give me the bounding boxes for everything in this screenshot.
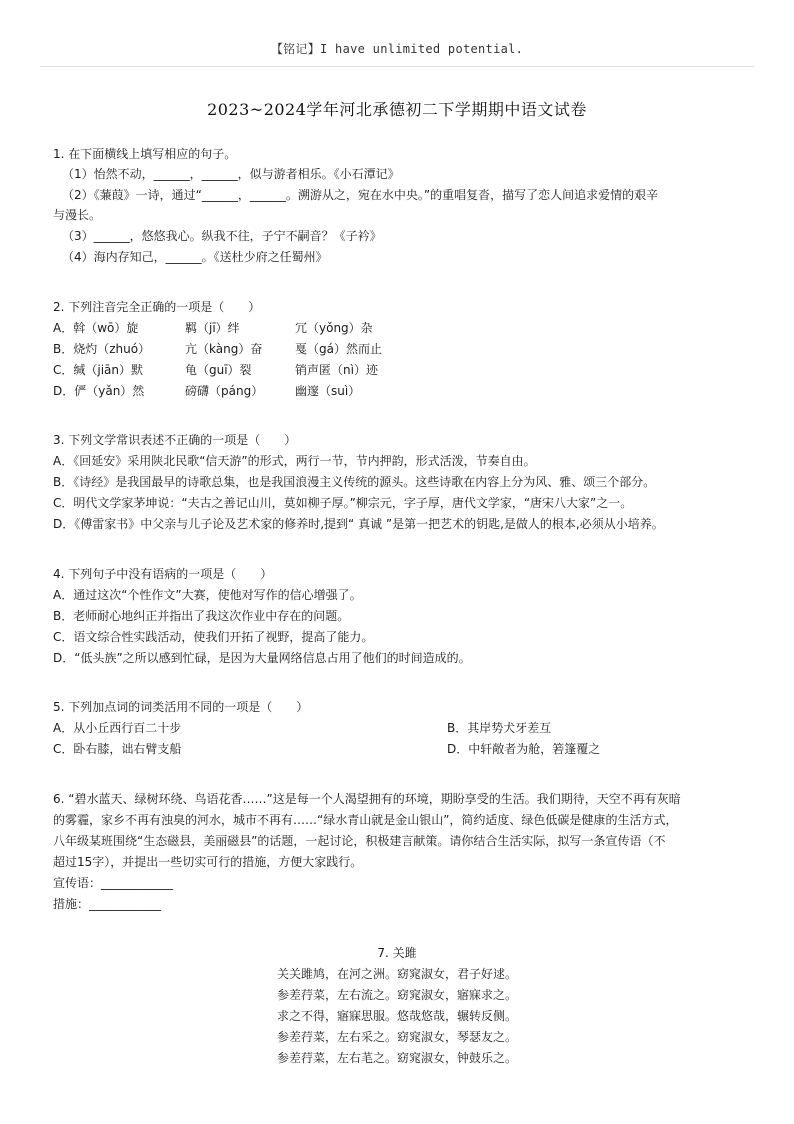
q6-line-2: 的雾霾，家乡不再有浊臭的河水，城市不再有……“绿水青山就是金山银山”，简约适度、绿色低碳是健康的生活方式， bbox=[53, 813, 678, 827]
q2-option-a bbox=[53, 318, 753, 338]
q2-c-word-3: 销声匿（nì）迹 bbox=[295, 363, 378, 377]
q7-poem-line: 参差荇菜，左右采之。窈窕淑女，琴瑟友之。 bbox=[276, 1030, 517, 1044]
q5-option-b: B．其岸势犬牙差互 bbox=[447, 721, 552, 735]
q5-options-row-1 bbox=[53, 718, 753, 738]
q7-poem-line: 求之不得，寤寐思服。悠哉悠哉，辗转反侧。 bbox=[276, 1009, 517, 1023]
q6-measure-blank: 措施：____________ bbox=[53, 897, 162, 911]
q5-option-d: D．中轩敞者为舱，箬篷覆之 bbox=[447, 742, 601, 756]
q3-option-c: C．明代文学家茅坤说：“夫古之善记山川，莫如柳子厚。”柳宗元，字子厚，唐代文学家，“唐宋八大家”之一。 bbox=[53, 496, 633, 510]
q3-option-b: B．《诗经》是我国最早的诗歌总集，也是我国浪漫主义传统的源头。这些诗歌在内容上分为风、雅、颂三个部分。 bbox=[53, 475, 656, 489]
q7-poem-title: 7. 关雎 bbox=[377, 946, 417, 960]
q5-option-a: A．从小丘西行百二十步 bbox=[53, 721, 182, 735]
document-title: 2023~2024学年河北承德初二下学期期中语文试卷 bbox=[207, 100, 587, 119]
q1-item-2: （2）《蒹葭》一诗，通过“______，______。溯游从之，宛在水中央。”的重唱复沓，描写了恋人间追求爱情的艰辛 bbox=[62, 188, 659, 202]
q2-option-d bbox=[53, 381, 753, 401]
q6-line-4: 超过15字），并提出一些切实可行的措施，方便大家践行。 bbox=[53, 855, 363, 869]
q2-b-word-1: B．烧灼（zhuó） bbox=[53, 342, 151, 356]
q1-stem: 1. 在下面横线上填写相应的句子。 bbox=[53, 147, 237, 161]
q2-b-word-2: 亢（kàng）奋 bbox=[185, 342, 263, 356]
q4-stem: 4. 下列句子中没有语病的一项是（ ） bbox=[53, 567, 273, 581]
q2-a-word-2: 羁（jī）绊 bbox=[185, 321, 240, 335]
q4-option-d: D．“低头族”之所以感到忙碌，是因为大量网络信息占用了他们的时间造成的。 bbox=[53, 651, 471, 665]
q2-d-word-3: 幽邃（suì） bbox=[295, 384, 361, 398]
q2-option-c bbox=[53, 360, 753, 380]
q1-item-3: （3）______，悠悠我心。纵我不往，子宁不嗣音？《子衿》 bbox=[62, 229, 382, 243]
q2-d-word-2: 磅礴（páng） bbox=[185, 384, 264, 398]
q6-line-1: 6. “碧水蓝天、绿树环绕、鸟语花香……”这是每一个人渴望拥有的环境，期盼享受的生活。我们期待，天空不再有灰暗 bbox=[53, 792, 681, 806]
q1-item-1: （1）怡然不动，______，______，似与游者相乐。《小石潭记》 bbox=[62, 167, 400, 181]
q3-option-d: D．《傅雷家书》中父亲与儿子论及艺术家的修养时,提到“ 真诚 ”是第一把艺术的钥匙,是做人的根本,必须从小培养。 bbox=[53, 517, 664, 531]
q4-option-c: C．语文综合性实践活动，使我们开拓了视野，提高了能力。 bbox=[53, 630, 374, 644]
q3-option-a: A．《回延安》采用陕北民歌“信天游”的形式，两行一节，节内押韵，形式活泼，节奏自由。 bbox=[53, 454, 536, 468]
q1-item-4: （4）海内存知己，______。《送杜少府之任蜀州》 bbox=[62, 250, 328, 264]
q5-option-c: C．卧右膝，诎右臂支船 bbox=[53, 742, 182, 756]
q2-stem: 2. 下列注音完全正确的一项是（ ） bbox=[53, 300, 261, 314]
q2-b-word-3: 戛（gá）然而止 bbox=[295, 342, 382, 356]
header-motto: 【铭记】I have unlimited potential. bbox=[270, 42, 524, 56]
q4-option-a: A．通过这次“个性作文”大赛，使他对写作的信心增强了。 bbox=[53, 588, 362, 602]
q2-d-word-1: D．俨（yǎn）然 bbox=[53, 384, 145, 398]
q2-option-b bbox=[53, 339, 753, 359]
q4-option-b: B．老师耐心地纠正并指出了我这次作业中存在的问题。 bbox=[53, 609, 350, 623]
q2-c-word-1: C．缄（jiān）默 bbox=[53, 363, 144, 377]
q6-line-3: 八年级某班围绕“生态磁县，美丽磁县”的话题，一起讨论，积极建言献策。请你结合生活实际，拟写一条宣传语（不 bbox=[53, 834, 666, 848]
q2-a-word-3: 冗（yǒng）杂 bbox=[295, 321, 373, 335]
q5-options-row-2 bbox=[53, 739, 753, 759]
header-divider bbox=[40, 66, 754, 67]
q6-slogan-blank: 宣传语：____________ bbox=[53, 876, 174, 890]
q7-poem-line: 参差荇菜，左右芼之。窈窕淑女，钟鼓乐之。 bbox=[276, 1051, 517, 1065]
q5-stem: 5. 下列加点词的词类活用不同的一项是（ ） bbox=[53, 700, 309, 714]
q3-stem: 3. 下列文学常识表述不正确的一项是（ ） bbox=[53, 433, 297, 447]
q1-item-2-cont: 与漫长。 bbox=[53, 208, 102, 222]
q7-poem-line: 参差荇菜，左右流之。窈窕淑女，寤寐求之。 bbox=[276, 988, 517, 1002]
q2-a-word-1: A．斡（wō）旋 bbox=[53, 321, 139, 335]
q2-c-word-2: 龟（guī）裂 bbox=[185, 363, 252, 377]
q7-poem-line: 关关雎鸠，在河之洲。窈窕淑女，君子好逑。 bbox=[276, 967, 517, 981]
